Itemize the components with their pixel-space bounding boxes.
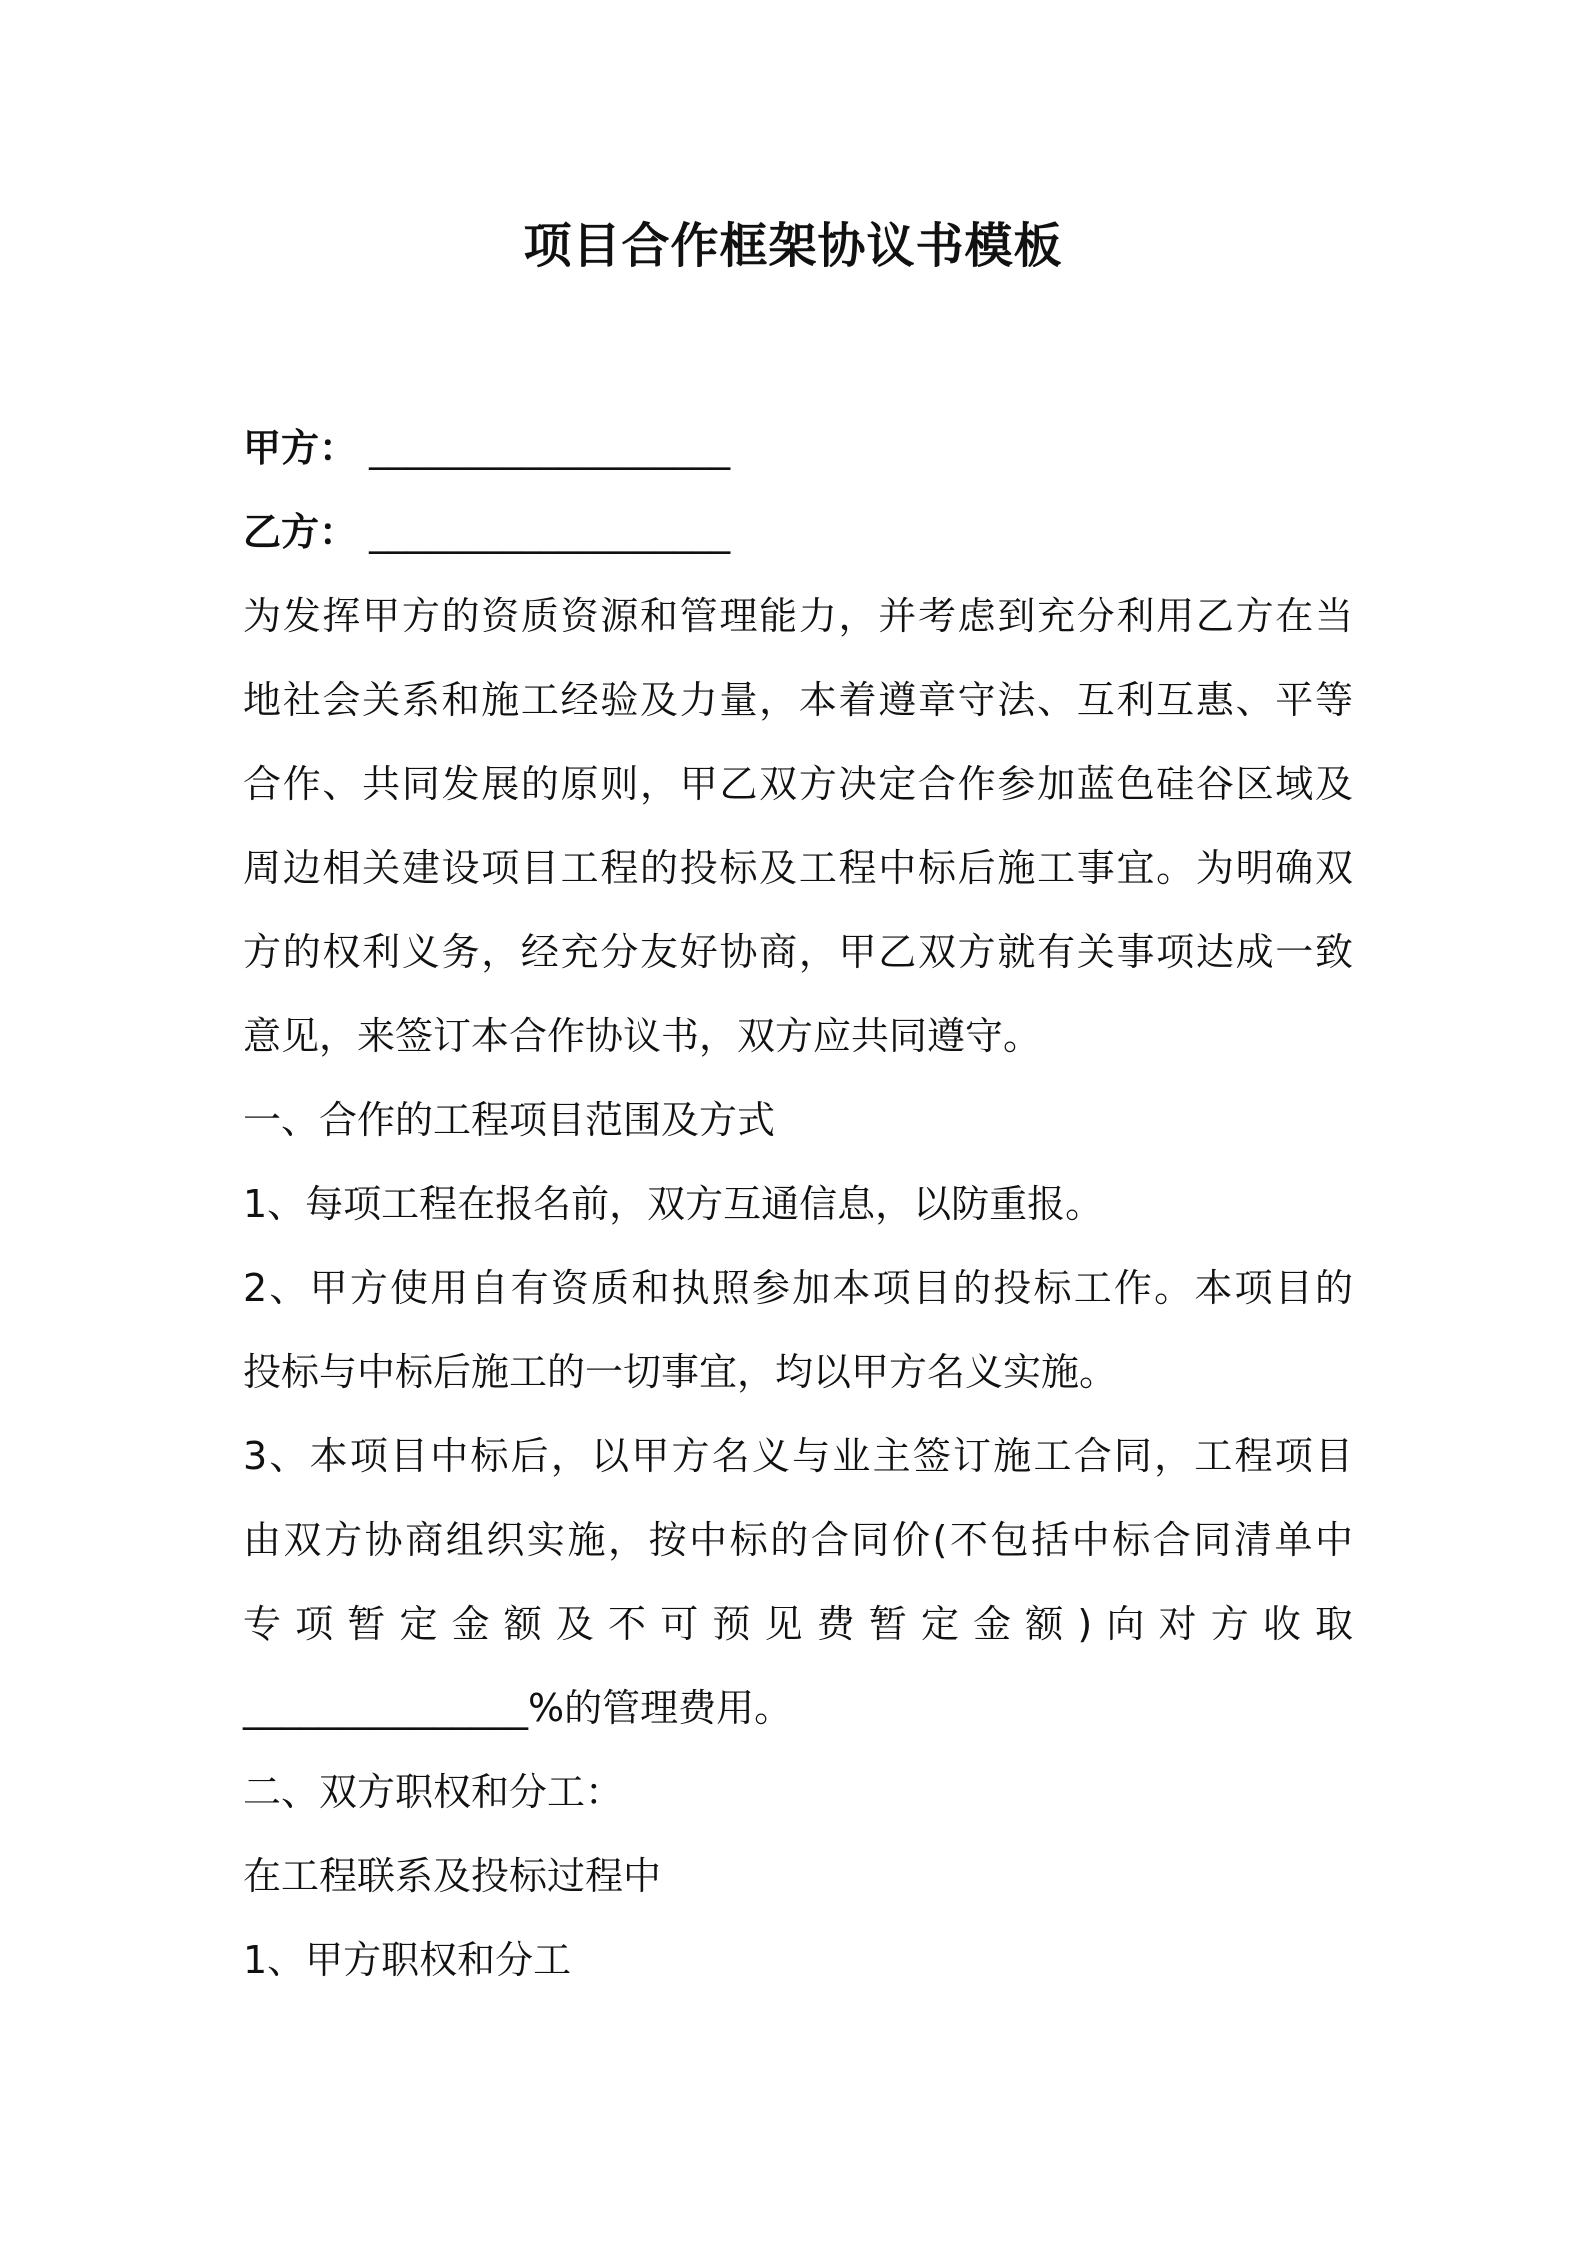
section-two-heading: 二、双方职权和分工： [243,1770,624,1814]
party-b-blank: ___________________ [369,510,731,554]
clause-2-line-1: 2、甲方使用自有资质和执照参加本项目的投标工作。本项目的 [243,1266,1353,1310]
clause-3-line-3: 专项暂定金额及不可预见费暂定金额)向对方收取 [243,1602,1353,1646]
preamble-line-3: 合作、共同发展的原则，甲乙双方决定合作参加蓝色硅谷区域及 [243,762,1353,806]
preamble-line-4: 周边相关建设项目工程的投标及工程中标后施工事宜。为明确双 [243,846,1353,890]
clause-3-line-2: 由双方协商组织实施，按中标的合同价(不包括中标合同清单中 [243,1518,1353,1562]
party-a-label: 甲方： [243,426,358,470]
section-one-heading: 一、合作的工程项目范围及方式 [243,1098,776,1142]
preamble-line-2: 地社会关系和施工经验及力量，本着遵章守法、互利互惠、平等 [243,678,1353,722]
party-b-line [243,490,1353,574]
preamble-line-1: 为发挥甲方的资质资源和管理能力，并考虑到充分利用乙方在当 [243,594,1353,638]
party-b-label: 乙方： [243,510,358,554]
clause-3-line-4: _______________%的管理费用。 [243,1686,793,1730]
party-a-blank: ___________________ [369,426,731,470]
clause-2-line-2: 投标与中标后施工的一切事宜，均以甲方名义实施。 [243,1350,1118,1394]
preamble-line-6: 意见，来签订本合作协议书，双方应共同遵守。 [243,1014,1042,1058]
party-a-line [243,406,1353,490]
document-body [243,406,1353,2002]
document-title: 项目合作框架协议书模板 [523,218,1063,274]
clause-3-line-1: 3、本项目中标后，以甲方名义与业主签订施工合同，工程项目 [243,1434,1353,1478]
clause-1-line: 1、每项工程在报名前，双方互通信息，以防重报。 [243,1182,1104,1226]
section-two-subheading: 在工程联系及投标过程中 [243,1854,662,1898]
party-a-duties-heading: 1、甲方职权和分工 [243,1938,572,1982]
preamble-line-5: 方的权利义务，经充分友好协商，甲乙双方就有关事项达成一致 [243,930,1353,974]
